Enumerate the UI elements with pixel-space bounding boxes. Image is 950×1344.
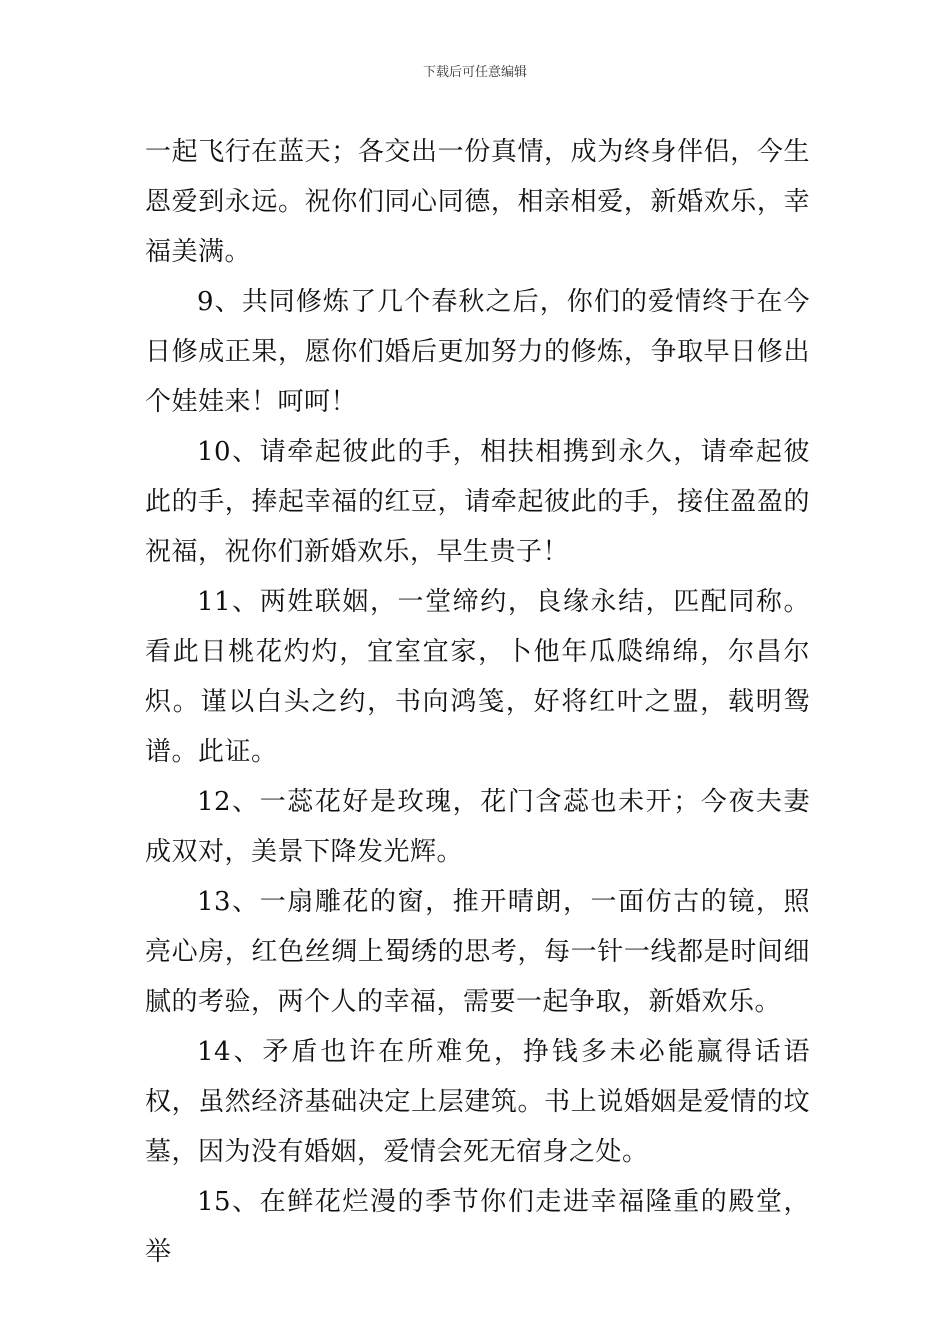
paragraph: 10、请牵起彼此的手，相扶相携到永久，请牵起彼此的手，捧起幸福的红豆，请牵起彼此的手，接住盈盈的祝福，祝你们新婚欢乐，早生贵子！: [145, 437, 810, 567]
paragraph: 11、两姓联姻，一堂缔约，良缘永结，匹配同称。看此日桃花灼灼，宜室宜家，卜他年瓜瓞绵绵，尔昌尔炽。谨以白头之约，书向鸿笺，好将红叶之盟，载明鸳谱。此证。: [145, 587, 810, 767]
paragraph: 一起飞行在蓝天；各交出一份真情，成为终身伴侣，今生恩爱到永远。祝你们同心同德，相亲相爱，新婚欢乐，幸福美满。: [145, 137, 810, 267]
paragraph: 13、一扇雕花的窗，推开晴朗，一面仿古的镜，照亮心房，红色丝绸上蜀绣的思考，每一针一线都是时间细腻的考验，两个人的幸福，需要一起争取，新婚欢乐。: [145, 887, 810, 1017]
document-body: [145, 127, 810, 1277]
paragraph: 14、矛盾也许在所难免，挣钱多未必能赢得话语权，虽然经济基础决定上层建筑。书上说婚姻是爱情的坟墓，因为没有婚姻，爱情会死无宿身之处。: [145, 1037, 810, 1167]
page-header: 下载后可任意编辑: [422, 65, 527, 80]
paragraph: 15、在鲜花烂漫的季节你们走进幸福隆重的殿堂，举: [145, 1187, 810, 1267]
paragraph: 12、一蕊花好是玫瑰，花门含蕊也未开；今夜夫妻成双对，美景下降发光辉。: [145, 787, 810, 867]
paragraph: 9、共同修炼了几个春秋之后，你们的爱情终于在今日修成正果，愿你们婚后更加努力的修炼，争取早日修出个娃娃来！呵呵！: [145, 287, 810, 417]
